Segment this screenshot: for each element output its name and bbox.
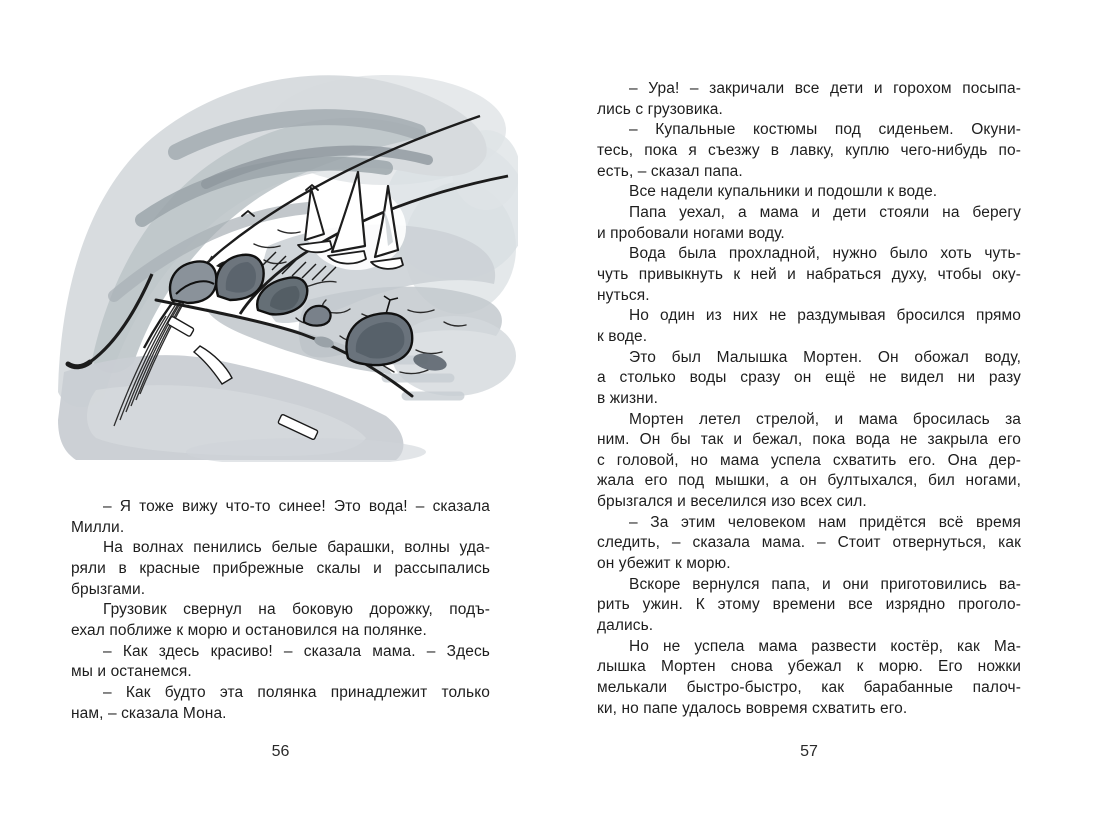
text-line: в жизни. bbox=[597, 389, 658, 407]
text-line: Все надели купальники и подошли к воде. bbox=[629, 183, 938, 201]
text-line: На волнах пенились белые барашки, волны уда- bbox=[103, 539, 490, 557]
text-line: – Как будто эта полянка принадлежит только bbox=[103, 683, 490, 701]
text-line: ки, но папе удалось вовремя схватить его. bbox=[597, 699, 908, 717]
text-line: с головой, но мама успела схватить его. Она дер- bbox=[597, 451, 1021, 469]
text-line: тесь, пока я съезжу в лавку, куплю чего-нибудь по- bbox=[597, 141, 1021, 159]
text-line: Но не успела мама развести костёр, как Ма- bbox=[629, 637, 1021, 655]
text-line: Грузовик свернул на боковую дорожку, подъ- bbox=[103, 601, 490, 619]
text-line: Милли. bbox=[71, 518, 125, 536]
seaside-illustration bbox=[56, 60, 518, 462]
text-line: он убежит к морю. bbox=[597, 555, 731, 573]
text-line: дались. bbox=[597, 617, 654, 635]
text-line: – Я тоже вижу что-то синее! Это вода! – сказала bbox=[103, 498, 490, 515]
page-right-text bbox=[597, 79, 1021, 719]
text-line: лышка Мортен снова убежал к морю. Его ножки bbox=[597, 658, 1021, 676]
text-line: – Ура! – закричали все дети и горохом посыпа- bbox=[629, 80, 1021, 97]
text-line: мелькали быстро-быстро, как барабанные палоч- bbox=[597, 679, 1021, 697]
text-line: брызгался и веселился изо всех сил. bbox=[597, 493, 867, 511]
text-line: и пробовали ногами воду. bbox=[597, 224, 785, 242]
text-line: ряли в красные прибрежные скалы и рассыпались bbox=[71, 559, 490, 577]
page-left-text bbox=[71, 497, 490, 724]
text-line: лись с грузовика. bbox=[597, 100, 723, 118]
text-line: рить ужин. К этому времени все изрядно проголо- bbox=[597, 596, 1021, 614]
page-number-left: 56 bbox=[271, 743, 290, 760]
text-line: следить, – сказала мама. – Стоит отвернуться, как bbox=[597, 534, 1021, 552]
text-line: – За этим человеком нам придётся всё время bbox=[629, 513, 1021, 531]
text-line: Вскоре вернулся папа, и они приготовились ва- bbox=[629, 575, 1021, 593]
text-line: ним. Он бы так и бежал, пока вода не закрыла его bbox=[597, 431, 1021, 449]
text-line: а столько воды сразу он ещё не видел ни разу bbox=[597, 369, 1021, 387]
text-line: есть, – сказал папа. bbox=[597, 162, 743, 180]
text-line: Мортен летел стрелой, и мама бросилась за bbox=[629, 410, 1021, 428]
text-line: нам, – сказала Мона. bbox=[71, 704, 227, 722]
text-line: брызгами. bbox=[71, 580, 146, 598]
text-line: чуть привыкнуть к ней и набраться духу, чтобы оку- bbox=[597, 265, 1021, 283]
text-line: Это был Малышка Мортен. Он обожал воду, bbox=[629, 348, 1021, 366]
text-line: Но один из них не раздумывая бросился прямо bbox=[629, 307, 1021, 325]
text-line: Вода была прохладной, нужно было хоть чуть- bbox=[629, 245, 1021, 263]
text-line: ехал поближе к морю и остановился на полянке. bbox=[71, 621, 427, 639]
text-line: – Купальные костюмы под сиденьем. Окуни- bbox=[629, 121, 1021, 139]
text-line: мы и останемся. bbox=[71, 663, 192, 681]
text-line: к воде. bbox=[597, 327, 648, 345]
text-line: Папа уехал, а мама и дети стояли на берегу bbox=[629, 203, 1021, 221]
text-line: – Как здесь красиво! – сказала мама. – Здесь bbox=[103, 642, 490, 660]
text-line: жала его под мышки, а он бултыхался, бил ногами, bbox=[597, 472, 1021, 490]
seaside-illustration-svg bbox=[56, 60, 518, 462]
text-line: нуться. bbox=[597, 286, 650, 304]
page-number-right: 57 bbox=[800, 743, 818, 760]
